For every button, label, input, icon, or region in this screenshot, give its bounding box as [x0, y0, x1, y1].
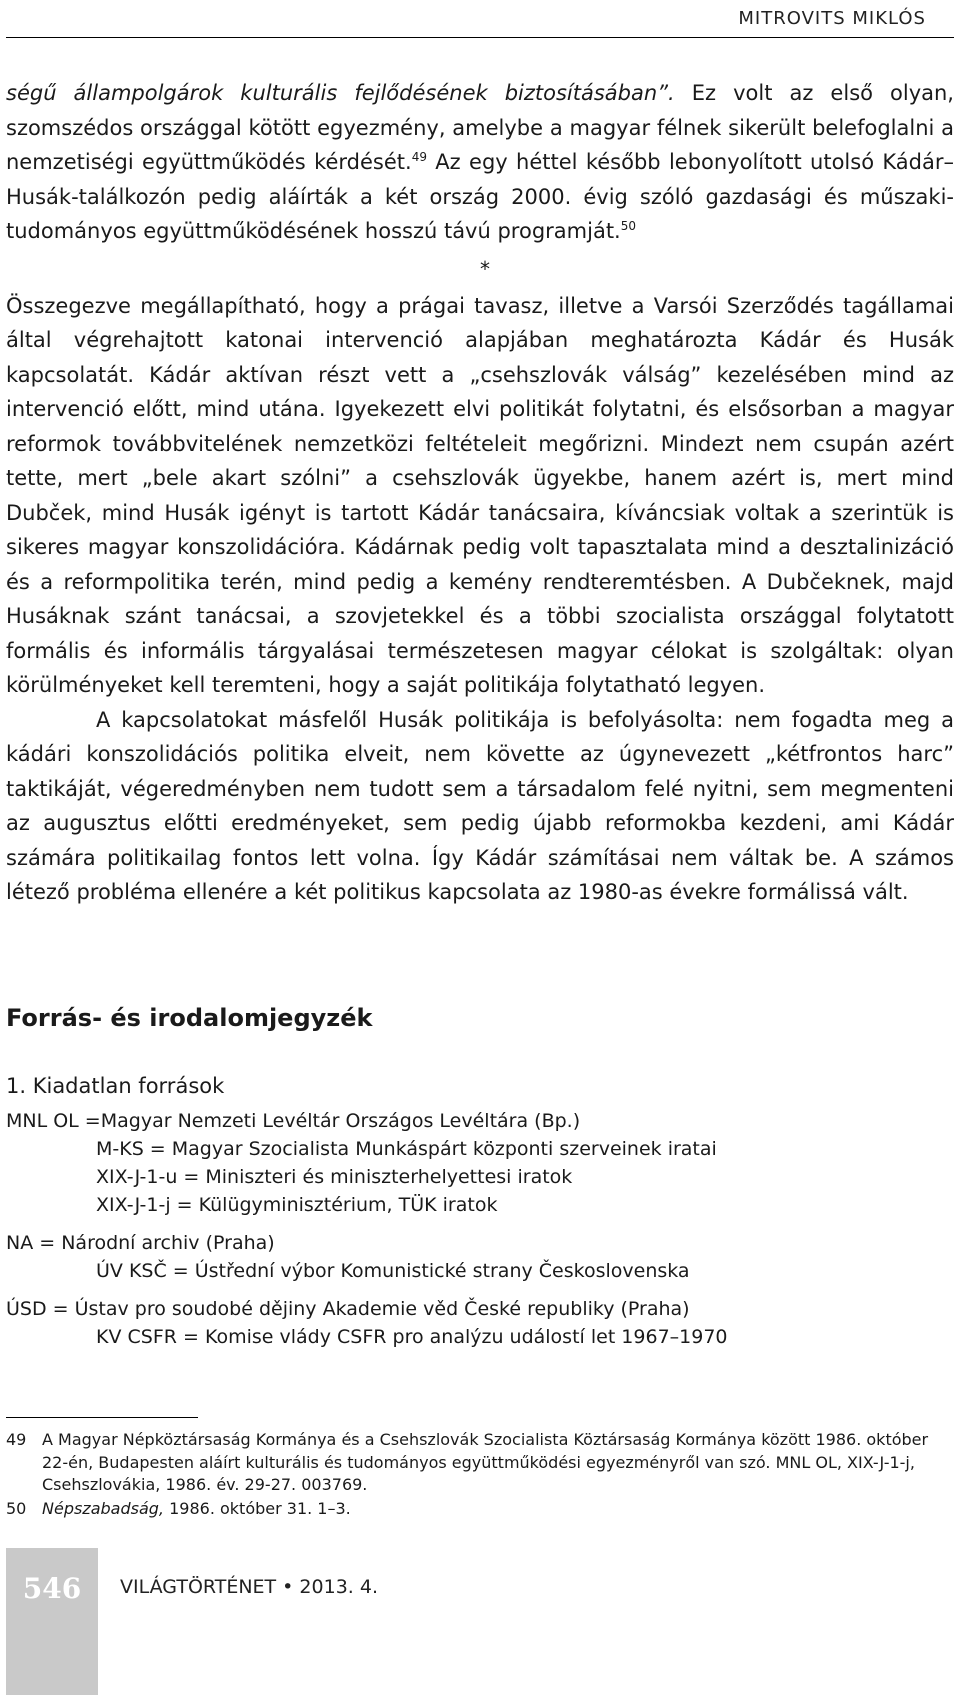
source-sub: M-KS = Magyar Szocialista Munkáspárt központi szerveinek iratai: [96, 1138, 717, 1160]
main-text: [6, 76, 954, 910]
page-number: 546: [22, 1572, 82, 1605]
paragraph-3: A kapcsolatokat másfelől Husák politikája is befolyásolta: nem fogadta meg a kádári konszolidációs politika elveit, nem követte az úgynevezett „kétfrontos harc” taktikáját, végeredményben nem tudott sem a társadalom felé nyitni, sem megmenteni az augusztus előtti eredményeket, sem pedig újabb reformokba kezdeni, ami Kádár számára politikailag fontos lett volna. Így Kádár számításai nem váltak be. A számos létező probléma ellenére a két politikus kapcsolata az 1980-as évekre formálissá vált.: [6, 707, 954, 904]
subsection-title: 1. Kiadatlan források: [6, 1074, 225, 1098]
header-rule: [6, 37, 954, 38]
source-sub: XIX-J-1-j = Külügyminisztérium, TÜK iratok: [96, 1194, 498, 1216]
italic-quote: ségű állampolgárok kulturális fejlődésének biztosításában”.: [6, 81, 675, 105]
footnote-50: [6, 1498, 954, 1521]
paragraph-1-text-a: Ez volt az első olyan, szomszédos országgal kötött egyezmény, amelybe a magyar félnek sikerült belefoglalni a nemzetiségi együttműködés kérdését.: [6, 81, 954, 174]
header-author: MITROVITS MIKLÓS: [738, 8, 926, 29]
footnote-italic: Népszabadság,: [42, 1499, 165, 1518]
paragraph-1-text-b: Az egy héttel később lebonyolított utolsó Kádár–Husák-találkozón pedig aláírták a két ország 2000. évig szóló gazdasági és műszaki-tudományos együttműködésének hosszú távú programját.: [6, 150, 954, 243]
paragraph-2: Összegezve megállapítható, hogy a prágai tavasz, illetve a Varsói Szerződés tagállamai által végrehajtott katonai intervenció alapjában meghatározta Kádár és Husák kapcsolatát. Kádár aktívan részt vett a „csehszlovák válság” kezelésében mind az intervenció előtt, mind utána. Igyekezett elvi politikát folytatni, és elsősorban a magyar reformok továbbvitelének nemzetközi feltételeit megőrizni. Mindezt nem csupán azért tette, mert „bele akart szólni” a csehszlovák ügyekbe, hanem azért is, mert mind Dubček, mind Husák igényt is tartott Kádár tanácsaira, kíváncsiak voltak a szerintük is sikeres magyar konszolidációra. Kádárnak pedig volt tapasztalata mind a desztalinizáció és a reformpolitika terén, mind pedig a kemény rendteremtésben. A Dubčeknek, majd Husáknak szánt tanácsai, a szovjetekkel és a többi szocialista országgal folytatott formális és informális tárgyalásai természetesen magyar célokat is szolgáltak: olyan körülményeket kell teremteni, hogy a saját politikája folytatható legyen.: [6, 293, 954, 697]
footnote-text: [42, 1498, 954, 1521]
source-sub: KV CSFR = Komise vlády CSFR pro analýzu událostí let 1967–1970: [96, 1326, 728, 1348]
footnote-number: 50: [6, 1499, 27, 1518]
source-main: NA = Národní archiv (Praha): [6, 1232, 275, 1254]
source-sub: XIX-J-1-u = Miniszteri és miniszterhelyettesi iratok: [96, 1166, 573, 1188]
section-separator: *: [480, 256, 490, 281]
running-header: [0, 0, 960, 38]
footnote-49: [6, 1429, 954, 1497]
footnote-text: A Magyar Népköztársaság Kormánya és a Csehszlovák Szocialista Köztársaság Kormánya között 1986. október 22-én, Budapesten aláírt kulturális és tudományos együttműködési egyezményről van szó. MNL OL, XIX-J-1-j, Csehszlovákia, 1986. év. 29-27. 003769.: [42, 1430, 929, 1494]
page-number-box: [6, 1548, 98, 1695]
paragraph-1: [6, 76, 954, 249]
source-main: MNL OL =Magyar Nemzeti Levéltár Országos Levéltára (Bp.): [6, 1110, 581, 1132]
journal-name: VILÁGTÖRTÉNET • 2013. 4.: [120, 1576, 378, 1598]
footnote-rule: [6, 1417, 198, 1418]
footnote-ref-50[interactable]: 50: [620, 219, 637, 233]
source-main: ÚSD = Ústav pro soudobé dějiny Akademie věd České republiky (Praha): [6, 1298, 690, 1320]
footnote-rest: 1986. október 31. 1–3.: [164, 1499, 351, 1518]
source-sub: ÚV KSČ = Ústřední výbor Komunistické strany Československa: [96, 1260, 690, 1282]
footnote-number: 49: [6, 1430, 27, 1449]
section-title: Forrás- és irodalomjegyzék: [6, 1004, 373, 1032]
footnote-ref-49[interactable]: 49: [411, 150, 427, 164]
